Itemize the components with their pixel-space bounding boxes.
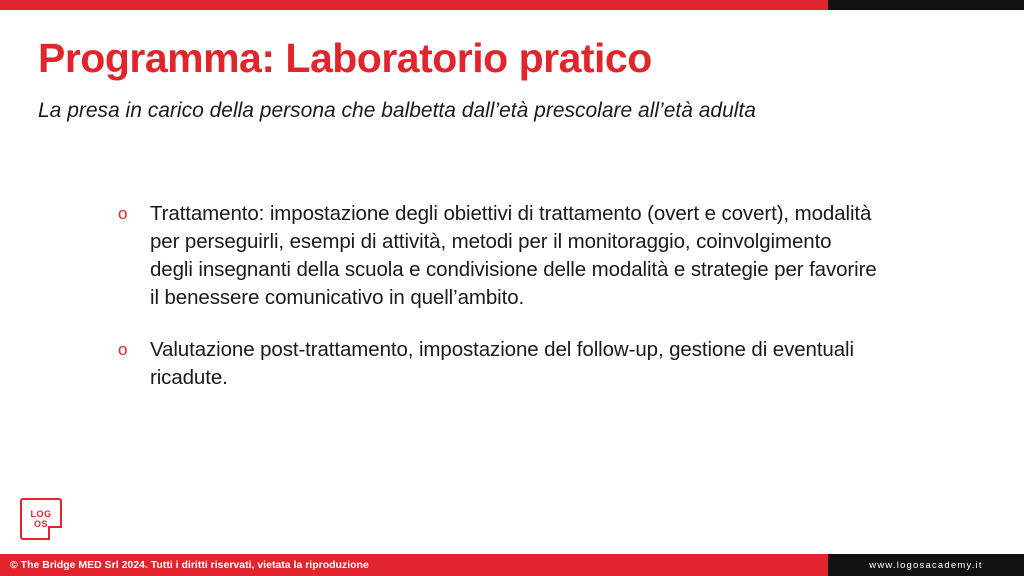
list-item-text: Valutazione post-trattamento, impostazione del follow-up, gestione di eventuali ricadute.: [150, 338, 854, 389]
bullet-marker-icon: o: [118, 340, 128, 359]
top-accent-bar-red: [0, 0, 828, 10]
logos-logo: [20, 498, 62, 540]
bullet-list: [118, 200, 878, 416]
logo-corner-accent: [48, 526, 62, 540]
page-subtitle: La presa in carico della persona che balbetta dall’età prescolare all’età adulta: [38, 99, 756, 122]
footer-copyright: © The Bridge MED Srl 2024. Tutti i diritti riservati, vietata la riproduzione: [0, 554, 828, 576]
list-item: [118, 336, 878, 392]
list-item-text: Trattamento: impostazione degli obiettivi di trattamento (overt e covert), modalità per perseguirli, esempi di attività, metodi per il monitoraggio, coinvolgimento degli insegnanti della scuola e condivisione delle modalità e strategie per favorire il benessere comunicativo in quell’ambito.: [150, 202, 877, 309]
top-accent-bar-black: [828, 0, 1024, 10]
footer-website: www.logosacademy.it: [828, 554, 1024, 576]
logo-text-line2: OS: [33, 519, 48, 529]
list-item: [118, 200, 878, 312]
bullet-marker-icon: o: [118, 204, 128, 223]
logo-text-line1: LOG: [30, 509, 52, 519]
page-title: Programma: Laboratorio pratico: [38, 35, 652, 81]
